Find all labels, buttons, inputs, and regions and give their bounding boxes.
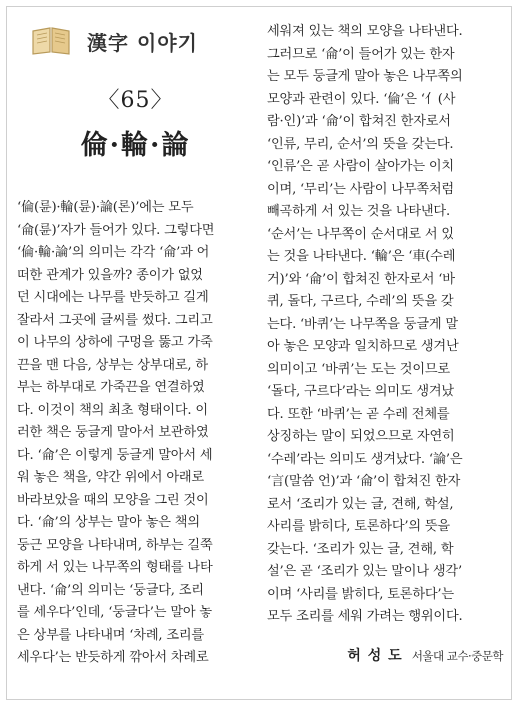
text-line: 떠한 관계가 있을까? 종이가 없었 xyxy=(17,267,203,283)
issue-number: 〈65〉 xyxy=(97,88,174,113)
text-line: 갖는다. ‘조리가 있는 글, 견해, 학 xyxy=(267,541,454,557)
text-line: ‘侖(륜)’자가 들어가 있다. 그렇다면 xyxy=(17,222,215,238)
text-line: 는다. ‘바퀴’는 나무쪽을 둥글게 말 xyxy=(267,316,458,332)
text-line: 사리를 밝히다, 토론하다’의 뜻을 xyxy=(267,519,450,534)
left-body-text xyxy=(17,197,254,670)
text-line: ‘수레’라는 의미도 생겨났다. ‘論’은 xyxy=(267,451,463,467)
text-line: ‘倫(륜)·輪(륜)·論(론)’에는 모두 xyxy=(17,200,194,215)
text-line: 세우다’는 반듯하게 깎아서 차례로 xyxy=(17,650,209,665)
text-line: 하게 서 있는 나무쪽의 형태를 나타 xyxy=(17,560,213,575)
text-line: 부는 하부대로 가죽끈을 연결하였 xyxy=(17,380,205,395)
right-body-text xyxy=(267,21,503,629)
text-line: 는 모두 둥글게 말아 놓은 나무쪽의 xyxy=(267,69,463,84)
series-title: 漢字 이야기 xyxy=(87,31,198,55)
text-line: 은 상부를 나타내며 ‘차례, 조리를 xyxy=(17,627,204,643)
text-line: 다. ‘侖’의 상부는 말아 놓은 책의 xyxy=(17,515,200,530)
text-line: 를 세우다’인데, ‘둥글다’는 말아 놓 xyxy=(17,605,212,620)
text-line: ‘돌다, 구르다’라는 의미도 생겨났 xyxy=(267,384,454,399)
text-line: 이 나무의 상하에 구멍을 뚫고 가죽 xyxy=(17,335,213,350)
author-name: 허 성 도 xyxy=(347,648,403,664)
text-line: 로서 ‘조리가 있는 글, 견해, 학설, xyxy=(267,496,454,512)
series-header xyxy=(17,21,254,67)
article-page xyxy=(6,6,512,700)
text-line: 이며 ‘사리를 밝히다, 토론하다’는 xyxy=(267,586,454,602)
text-line: ‘倫·輪·論’의 의미는 각각 ‘侖’과 어 xyxy=(17,245,210,260)
text-line: ‘순서’는 나무쪽이 순서대로 서 있 xyxy=(267,226,454,242)
text-line: 아 놓은 모양과 일치하므로 생겨난 xyxy=(267,339,459,354)
left-column xyxy=(17,21,254,670)
article-headline: 倫·輪·論 xyxy=(80,130,191,161)
text-line: 던 시대에는 나무를 반듯하고 길게 xyxy=(17,290,209,305)
text-line: 워 놓은 책을, 약간 위에서 아래로 xyxy=(17,470,204,485)
byline xyxy=(347,645,503,665)
author-affiliation: 서울대 교수·중문학 xyxy=(411,649,503,663)
text-line: 바라보았을 때의 모양을 그린 것이 xyxy=(17,492,209,508)
text-line: 둥근 모양을 나타내며, 하부는 길쭉 xyxy=(17,537,213,553)
text-line: 거)’와 ‘侖’이 합쳐진 한자로서 ‘바 xyxy=(267,271,455,287)
text-line: 다. 이것이 책의 최초 형태이다. 이 xyxy=(17,402,208,418)
text-line: 상징하는 말이 되었으므로 자연히 xyxy=(267,429,455,444)
text-line: 세워져 있는 책의 모양을 나타낸다. xyxy=(267,24,463,39)
text-line: 이며, ‘무리’는 사람이 나무쪽처럼 xyxy=(267,181,454,197)
text-line: ‘인류’은 곧 사람이 살아가는 이치 xyxy=(267,159,454,174)
text-line: 는 것을 나타낸다. ‘輪’은 ‘車(수레 xyxy=(267,249,456,264)
text-line: 다. 또한 ‘바퀴’는 곧 수레 전체를 xyxy=(267,406,450,422)
text-line: 러한 책은 둥글게 말아서 보관하였 xyxy=(17,425,209,440)
text-line: 람·인)’과 ‘侖’이 합쳐진 한자로서 xyxy=(267,114,451,129)
text-line: ‘인류, 무리, 순서’의 뜻을 갖는다. xyxy=(267,136,454,152)
text-line: 퀴, 돌다, 구르다, 수레’의 뜻을 갖 xyxy=(267,294,454,309)
text-line: 설’은 곧 ‘조리가 있는 말이나 생각’ xyxy=(267,564,462,579)
text-line: ‘言(말씀 언)’과 ‘侖’이 합쳐진 한자 xyxy=(267,474,461,489)
text-line: 빼곡하게 서 있는 것을 나타낸다. xyxy=(267,204,450,219)
text-line: 잘라서 그곳에 글씨를 썼다. 그리고 xyxy=(17,312,213,328)
text-line: 다. ‘侖’은 이렇게 둥글게 말아서 세 xyxy=(17,447,213,463)
text-line: 끈을 맨 다음, 상부는 상부대로, 하 xyxy=(17,357,208,373)
text-line: 모두 조리를 세워 가려는 행위이다. xyxy=(267,609,463,624)
text-line: 모양과 관련이 있다. ‘倫’은 ‘亻(사 xyxy=(267,91,456,107)
text-line: 낸다. ‘侖’의 의미는 ‘둥글다, 조리 xyxy=(17,582,204,598)
right-column xyxy=(267,21,503,629)
open-book-icon xyxy=(29,25,73,55)
text-line: 의미이고 ‘바퀴’는 도는 것이므로 xyxy=(267,361,450,377)
text-line: 그러므로 ‘侖’이 들어가 있는 한자 xyxy=(267,46,455,62)
